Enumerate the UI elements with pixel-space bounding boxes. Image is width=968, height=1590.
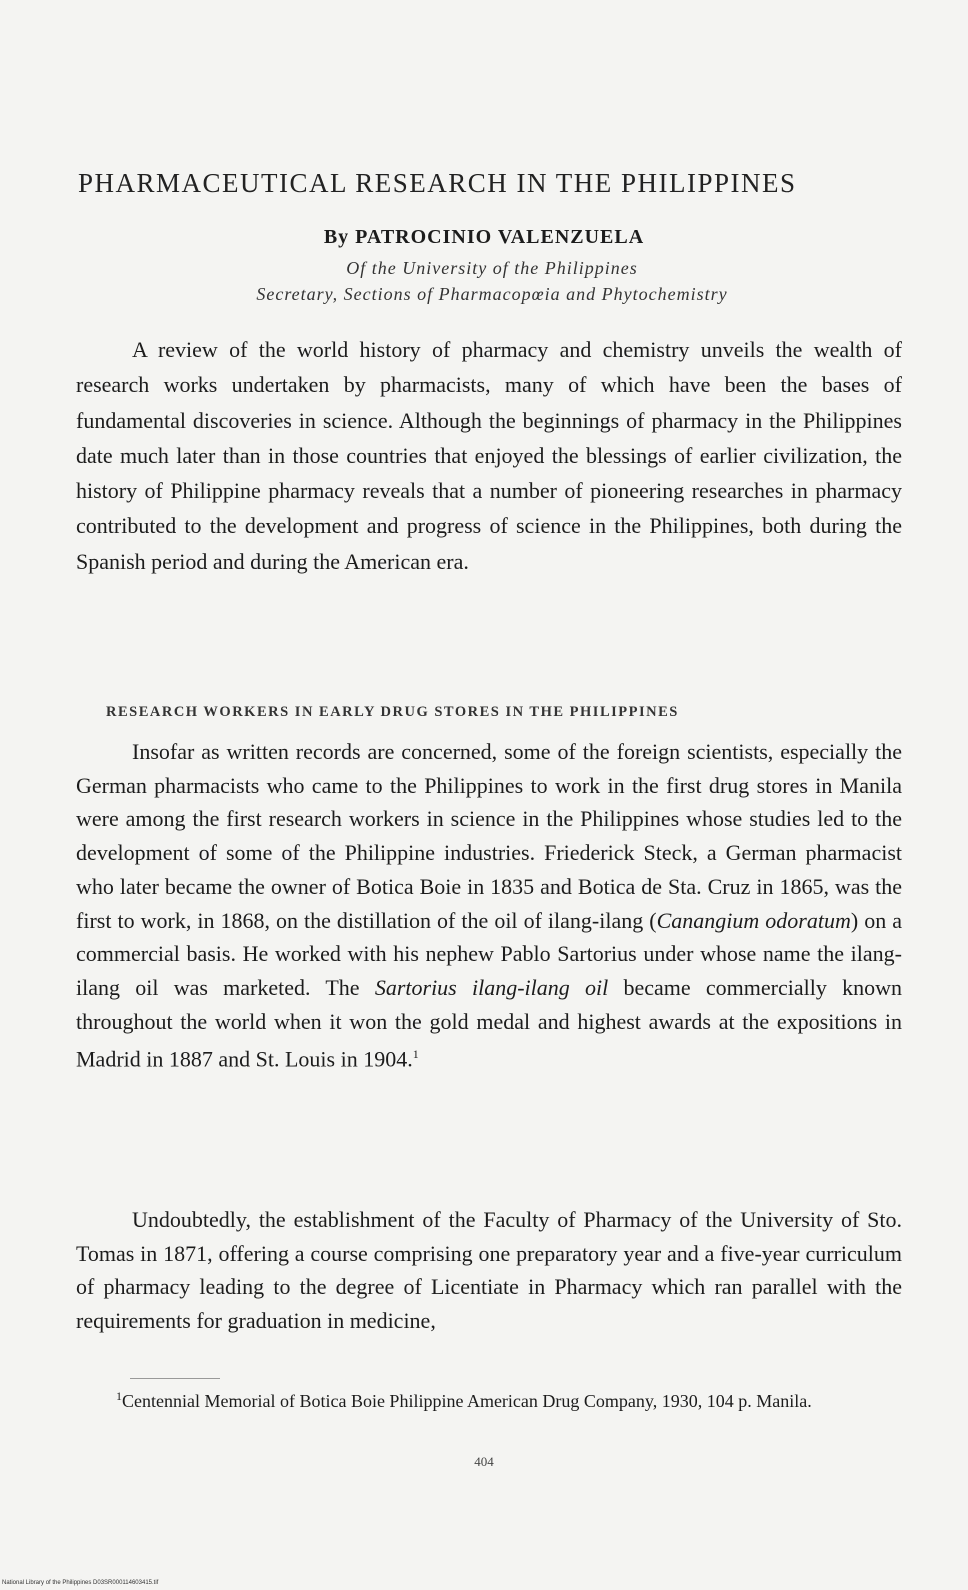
author-byline: By PATROCINIO VALENZUELA [323, 226, 645, 248]
footnote-divider [130, 1378, 220, 1379]
author-affiliation: Of the University of the Philippines [346, 258, 638, 278]
faculty-paragraph: Undoubtedly, the establishment of the Faculty of Pharmacy of the University of Sto. Tomas in 1871, offering a course comprising one preparatory year and a five-year curriculum of pharmacy leading to the degree of Licentiate in Pharmacy which ran parallel with the requirements for graduation in medicine, [76, 1207, 902, 1333]
paragraph-text: became commercially known throughout the world when it won the gold medal and highest awards at the expositions in Madrid in 1887 and St. Louis in 1904. [76, 974, 902, 1072]
scan-credit: National Library of the Philippines D03SR000114603415.tif [2, 1580, 159, 1586]
article-title: PHARMACEUTICAL RESEARCH IN THE PHILIPPINES [78, 168, 797, 198]
author-position: Secretary, Sections of Pharmacopœia and Phytochemistry [256, 284, 728, 304]
paragraph-text: ) on a commercial basis. He worked with his nephew Pablo Sartorius under whose name the ilang-ilang oil was marketed. The [76, 907, 902, 1000]
intro-paragraph: A review of the world history of pharmacy and chemistry unveils the wealth of research works undertaken by pharmacists, many of which have been the bases of fundamental discoveries in science. Although the beginnings of pharmacy in the Philippines date much later than in those countries that enjoyed the blessings of earlier civilization, the history of Philippine pharmacy reveals that a number of pioneering researches in pharmacy contributed to the development and progress of science in the Philippines, both during the Spanish period and during the American era. [76, 337, 902, 574]
paragraph-text: Insofar as written records are concerned, some of the foreign scientists, especially the German pharmacists who came to the Philippines to work in the first drug stores in Manila were among the first research workers in science in the Philippines whose studies led to the development of some of the Philippine industries. Friederick Steck, a German pharmacist who later became the owner of Botica Boie in 1835 and Botica de Sta. Cruz in 1865, was the first to work, in 1868, on the distillation of the oil of ilang-ilang ( [76, 739, 902, 933]
page-number: 404 [474, 1454, 494, 1469]
footnote-text: Centennial Memorial of Botica Boie Philippine American Drug Company, 1930, 104 p. Manila. [122, 1391, 812, 1411]
species-name: Canangium odoratum [656, 907, 851, 933]
product-name: Sartorius ilang-ilang oil [374, 974, 609, 1000]
footnote-mark: 1 [116, 1389, 122, 1403]
research-workers-paragraph [76, 735, 902, 1076]
section-heading: RESEARCH WORKERS IN EARLY DRUG STORES IN THE PHILIPPINES [106, 704, 679, 720]
footnote [76, 1385, 902, 1412]
footnote-reference: 1 [412, 1047, 419, 1062]
